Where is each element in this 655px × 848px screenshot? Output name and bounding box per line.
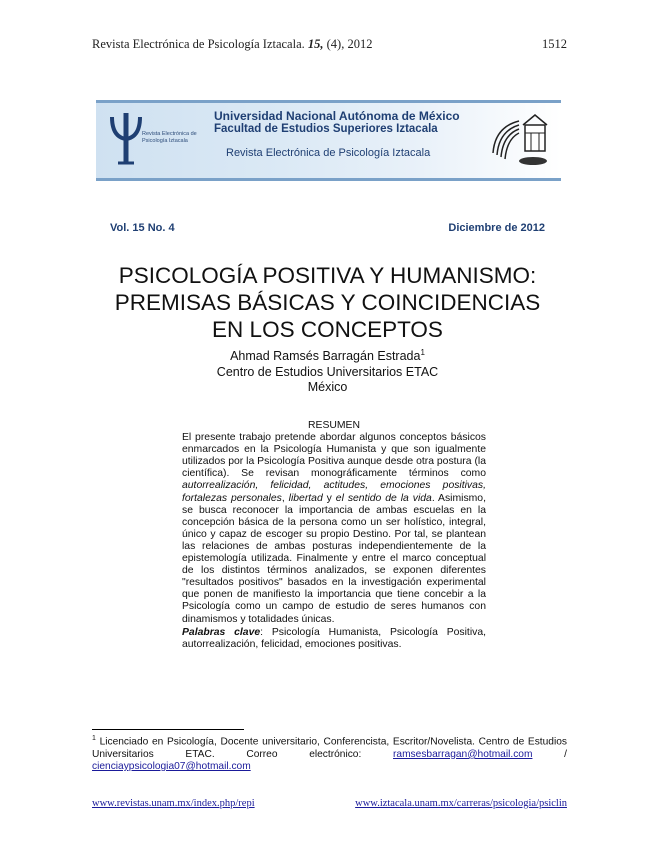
- email-link-1[interactable]: ramsesbarragan@hotmail.com: [393, 748, 533, 760]
- psi-logo-icon: [106, 111, 146, 167]
- logo-caption: Revista Electrónica de Psicología Iztacala: [142, 131, 197, 144]
- page-number: 1512: [542, 37, 567, 51]
- running-header-journal: Revista Electrónica de Psicología Iztacala. 15, (4), 2012: [92, 37, 373, 51]
- author-footnote-marker[interactable]: 1: [420, 348, 425, 357]
- footnote-rule: [92, 729, 244, 730]
- title-line-1: PSICOLOGÍA POSITIVA Y HUMANISMO:: [118, 263, 537, 288]
- keywords-label: Palabras clave: [182, 626, 261, 638]
- footnote: $^1$ Licenciado en Psicología, Docente universitario, Conferencista, Escritor/Novelista. Centro de Estudios Universitarios ETAC. Correo electrónico: ramsesbarragan@hotmail.com / cienciaypsicologia07@hotmail.com: [92, 735, 567, 772]
- title-line-3: EN LOS CONCEPTOS: [212, 317, 443, 342]
- footer-link-revistas[interactable]: www.revistas.unam.mx/index.php/repi: [92, 798, 255, 809]
- author-block: [90, 345, 565, 396]
- keywords-list: : Psicología Humanista, Psicología Positiva, autorrealización, felicidad, emociones positivas.: [182, 626, 486, 650]
- keywords: [182, 627, 486, 651]
- volume-label: Vol. 15 No. 4: [110, 222, 175, 234]
- author-name: Ahmad Ramsés Barragán Estrada: [230, 349, 421, 364]
- faculty-name: Facultad de Estudios Superiores Iztacala: [214, 123, 438, 135]
- abstract-heading: RESUMEN: [308, 420, 360, 431]
- abstract: [182, 420, 486, 651]
- country: México: [307, 380, 348, 395]
- article-title: [90, 262, 565, 343]
- unam-seal-icon: [485, 107, 553, 171]
- abstract-body: El presente trabajo pretende abordar algunos conceptos básicos enmarcados en la Psicología Humanista y que son igualmente utilizados por la Psicología Positiva aunque desde otra postura (la científica). Se revisan monográficamente términos como autorrealización, felicidad, actitudes, emociones positivas, fortalezas personales, libertad y el sentido de la vida. Asimismo, se busca reconocer la importancia de ambas escuelas en la concepción básica de la persona como un ser holístico, integral, único y capaz de escoger su propio Destino. Por tal, se plantean las relaciones de ambas posturas independientemente de la epistemología utilizada. Finalmente y entre el marco conceptual de los distintos términos analizados, se exponen diferentes "resultados positivos" basados en la investigación experimental que ponen de manifiesto la importancia que tiene concebir a la Psicología como un campo de estudio de seres humanos con dinamismos y totalidades únicas.: [182, 432, 486, 625]
- institution: Centro de Estudios Universitarios ETAC: [216, 364, 439, 379]
- journal-banner: [96, 100, 561, 181]
- footnote-marker: 1: [92, 735, 96, 742]
- journal-name: Revista Electrónica de Psicología Iztacala: [226, 147, 431, 159]
- issue-date: Diciembre de 2012: [448, 222, 545, 234]
- footer-link-iztacala[interactable]: www.iztacala.unam.mx/carreras/psicologia/psiclin: [355, 798, 567, 809]
- university-name: Universidad Nacional Autónoma de México: [214, 109, 460, 123]
- author-line: [90, 345, 565, 365]
- title-line-2: PREMISAS BÁSICAS Y COINCIDENCIAS: [114, 290, 541, 315]
- email-link-2[interactable]: cienciaypsicologia07@hotmail.com: [92, 760, 251, 772]
